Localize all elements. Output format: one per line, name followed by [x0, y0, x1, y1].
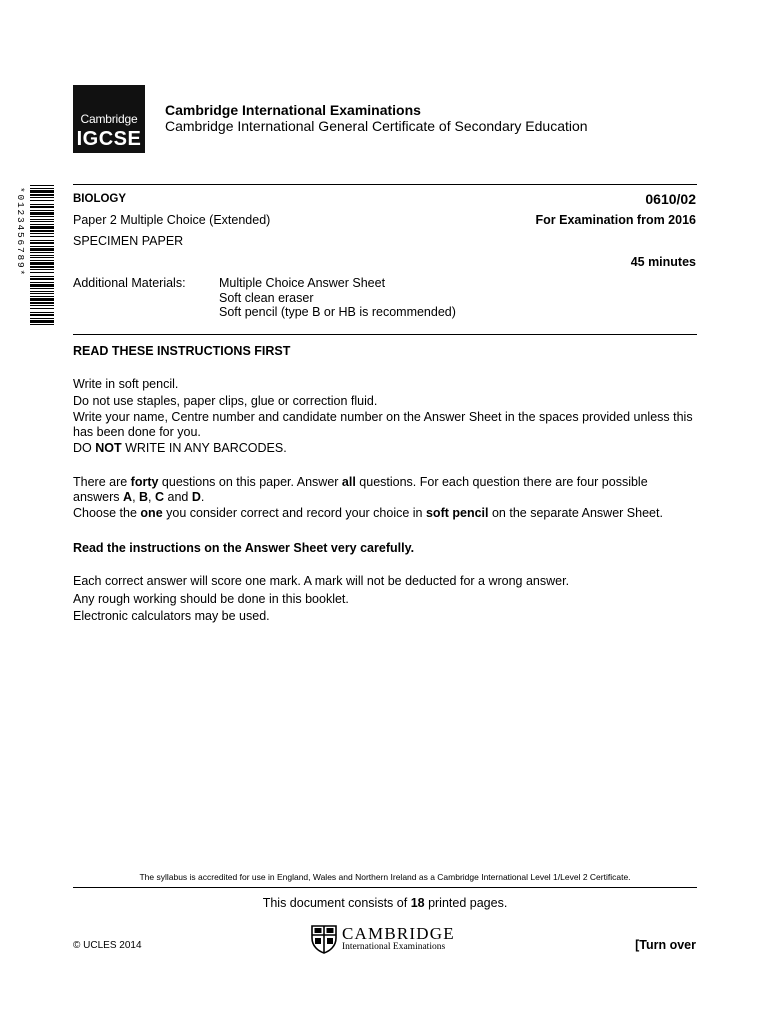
barcode-bar	[30, 314, 54, 316]
instruction-line: Choose the one you consider correct and record your choice in soft pencil on the separate Answer Sheet.	[73, 506, 663, 520]
barcode-bar	[30, 318, 54, 319]
barcode-bar	[30, 197, 54, 198]
barcode-bar	[30, 291, 54, 292]
barcode-bar	[30, 312, 54, 313]
barcode-digit-text: *0123456789*	[15, 187, 26, 278]
material-item: Multiple Choice Answer Sheet	[219, 276, 386, 290]
barcode-bar	[30, 221, 54, 222]
read-carefully: Read the instructions on the Answer Sheet very carefully.	[73, 541, 415, 555]
materials-label: Additional Materials:	[73, 276, 186, 290]
barcode-bar	[30, 298, 54, 301]
barcode-bar	[30, 219, 54, 220]
barcode-bar	[30, 293, 54, 294]
instruction-line: Write in soft pencil.	[73, 377, 179, 391]
barcode-bar	[30, 206, 54, 208]
barcode-bar	[30, 252, 54, 253]
cambridge-logo	[310, 923, 470, 955]
shield-icon	[310, 924, 338, 954]
logo-igcse-text: IGCSE	[76, 128, 142, 150]
barcode-bar	[30, 216, 54, 217]
barcode-bar	[30, 260, 54, 261]
specimen-label: SPECIMEN PAPER	[73, 234, 184, 248]
barcode-bar	[30, 276, 54, 277]
barcode-bar	[30, 284, 54, 287]
cambridge-sub: International Examinations	[342, 942, 446, 952]
paper-code: 0610/02	[645, 191, 696, 207]
material-item: Soft pencil (type B or HB is recommended)	[219, 305, 456, 319]
copyright: © UCLES 2014	[73, 940, 142, 951]
top-rule	[73, 184, 697, 185]
barcode-bar	[30, 278, 54, 280]
instruction-line: There are forty questions on this paper. Answer all questions. For each question there are four possible answers A, B, C and D.	[73, 475, 648, 504]
barcode-bar	[30, 266, 54, 268]
mid-rule	[73, 334, 697, 335]
barcode-bar	[30, 194, 54, 196]
barcode-bar	[30, 269, 54, 270]
subject: BIOLOGY	[73, 193, 127, 205]
accreditation-note: The syllabus is accredited for use in England, Wales and Northern Ireland as a Cambridge International Level 1/Level 2 Certificate.	[139, 872, 631, 882]
barcode-bar	[30, 255, 54, 256]
barcode-digits	[14, 187, 28, 323]
instructions-block-2	[73, 475, 697, 521]
material-item: Soft clean eraser	[219, 290, 314, 305]
barcode-bar	[30, 296, 54, 297]
instructions-heading: READ THESE INSTRUCTIONS FIRST	[73, 344, 291, 358]
barcode-bar	[30, 190, 54, 193]
barcode-bar	[30, 302, 54, 304]
barcode-bar	[30, 320, 54, 323]
barcode-bar	[30, 246, 54, 247]
org-title: Cambridge International Examinations	[165, 102, 421, 118]
barcode-bar	[30, 324, 54, 325]
barcode-bar	[30, 288, 54, 289]
instruction-line: Write your name, Centre number and candidate number on the Answer Sheet in the spaces provided unless this has been done for you.	[73, 410, 693, 439]
barcode-bar	[30, 240, 54, 241]
barcode-bar	[30, 236, 54, 237]
barcode-bar	[30, 272, 54, 273]
barcode-bar	[30, 210, 54, 211]
barcode-bar	[30, 230, 54, 232]
instruction-line: Do not use staples, paper clips, glue or correction fluid.	[73, 394, 378, 408]
logo-cambridge-text: Cambridge	[80, 112, 138, 126]
materials-list	[219, 276, 456, 320]
barcode-bar	[30, 224, 54, 225]
barcode-bar	[30, 305, 54, 306]
barcode-bar	[30, 188, 54, 189]
footer-rule	[73, 887, 697, 888]
instruction-line: Any rough working should be done in this booklet.	[73, 591, 349, 606]
org-subtitle: Cambridge International General Certificate of Secondary Education	[165, 118, 588, 134]
barcode-bar	[30, 185, 54, 186]
igcse-logo	[73, 85, 145, 153]
barcode-bar	[30, 226, 54, 229]
instructions-block-3	[73, 573, 697, 626]
instruction-line: DO NOT WRITE IN ANY BARCODES.	[73, 441, 287, 455]
paper-name: Paper 2 Multiple Choice (Extended)	[73, 213, 271, 227]
cambridge-wordmark: CAMBRIDGE	[342, 924, 455, 943]
barcode-bar	[30, 242, 54, 244]
barcode-bar	[30, 308, 54, 309]
barcode-bar	[30, 262, 54, 265]
instruction-line: Electronic calculators may be used.	[73, 609, 270, 623]
turn-over: [Turn over	[635, 938, 696, 952]
instruction-line: Each correct answer will score one mark. A mark will not be deducted for a wrong answer.	[73, 574, 570, 588]
barcode-bar	[30, 233, 54, 234]
barcode-bar	[30, 282, 54, 283]
barcode-bar	[30, 212, 54, 215]
instructions-block-1	[73, 376, 697, 456]
page-count: This document consists of 18 printed pages.	[262, 896, 508, 910]
barcode-bar	[30, 257, 54, 258]
duration: 45 minutes	[630, 255, 696, 269]
exam-from: For Examination from 2016	[535, 213, 696, 227]
barcode-bar	[30, 204, 54, 205]
barcode-bar	[30, 200, 54, 201]
barcode-bar	[30, 248, 54, 251]
